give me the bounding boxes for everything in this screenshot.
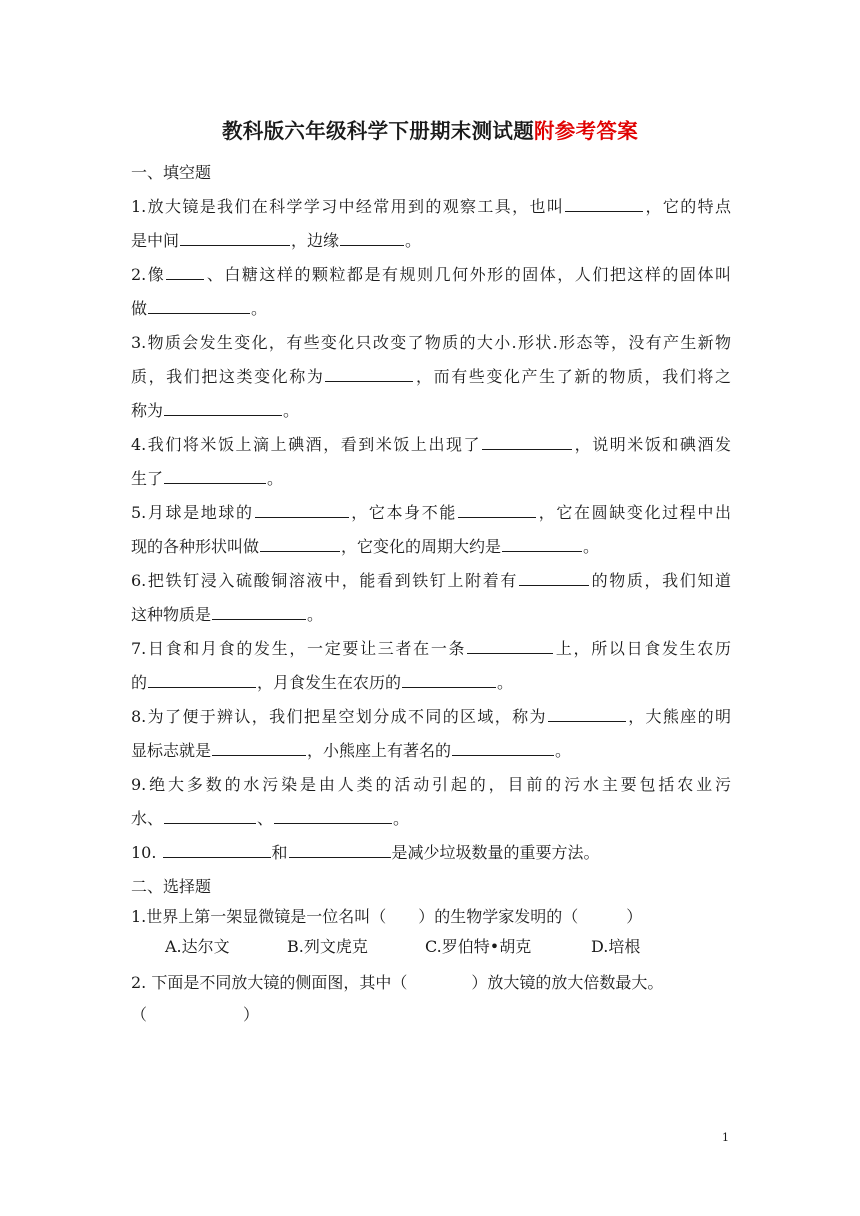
answer-blank[interactable] [340, 231, 404, 246]
answer-blank[interactable] [548, 707, 626, 722]
answer-blank[interactable] [212, 741, 306, 756]
choice-question-2: 2. 下面是不同放大镜的侧面图，其中（ ）放大镜的放大倍数最大。 [131, 973, 664, 992]
choice-question-1: 1.世界上第一架显微镜是一位名叫（ ）的生物学家发明的（ ） [131, 907, 643, 926]
question-6-line-1: 6.把铁钉浸入硫酸铜溶液中，能看到铁钉上附着有 的物质，我们知道 [131, 571, 731, 590]
answer-blank[interactable] [148, 299, 250, 314]
answer-blank[interactable] [274, 809, 392, 824]
answer-blank[interactable] [180, 231, 290, 246]
answer-blank[interactable] [260, 537, 340, 552]
question-1-line-1: 1.放大镜是我们在科学学习中经常用到的观察工具，也叫 ，它的特点 [131, 197, 731, 216]
answer-blank[interactable] [164, 401, 282, 416]
answer-blank[interactable] [519, 571, 589, 586]
answer-blank[interactable] [502, 537, 582, 552]
answer-blank[interactable] [482, 435, 572, 450]
answer-blank[interactable] [148, 673, 256, 688]
question-4-line-1: 4.我们将米饭上滴上碘酒，看到米饭上出现了 ，说明米饭和碘酒发 [131, 435, 731, 454]
question-7-line-1: 7.日食和月食的发生，一定要让三者在一条 上，所以日食发生农历 [131, 639, 731, 658]
question-9-line-1: 9.绝大多数的水污染是由人类的活动引起的，目前的污水主要包括农业污 [131, 775, 731, 794]
answer-blank[interactable] [212, 605, 306, 620]
answer-blank[interactable] [402, 673, 496, 688]
answer-blank[interactable] [163, 843, 271, 858]
section-heading-fill-in: 一、填空题 [131, 163, 212, 182]
answer-blank[interactable] [458, 503, 536, 518]
answer-blank[interactable] [164, 809, 256, 824]
question-9-line-2: 水、 、 。 [131, 809, 410, 828]
question-2-line-2: 做 。 [131, 299, 268, 318]
option-b[interactable]: B.列文虎克 [287, 937, 368, 956]
question-2-line-1: 2.像 、白糖这样的颗粒都是有规则几何外形的固体，人们把这样的固体叫 [131, 265, 731, 284]
question-10-line-1: 10. 和 是减少垃圾数量的重要方法。 [131, 843, 600, 862]
question-4-line-2: 生了 。 [131, 469, 284, 488]
answer-blank[interactable] [565, 197, 643, 212]
title-highlight: 附参考答案 [534, 119, 638, 143]
option-d[interactable]: D.培根 [591, 937, 641, 956]
question-1-line-2: 是中间 ，边缘 。 [131, 231, 422, 250]
answer-blank[interactable] [325, 367, 413, 382]
document-title: 教科版六年级科学下册期末测试题附参考答案 [222, 119, 638, 143]
question-5-line-1: 5.月球是地球的 ，它本身不能 ，它在圆缺变化过程中出 [131, 503, 731, 522]
option-a[interactable]: A.达尔文 [165, 937, 230, 956]
question-8-line-1: 8.为了便于辨认，我们把星空划分成不同的区域，称为 ，大熊座的明 [131, 707, 731, 726]
answer-blank[interactable] [452, 741, 554, 756]
answer-blank[interactable] [164, 469, 266, 484]
question-3-line-2: 质，我们把这类变化称为 ，而有些变化产生了新的物质，我们将之 [131, 367, 731, 386]
answer-blank[interactable] [166, 265, 204, 280]
choice-question-1-options [165, 934, 640, 957]
answer-blank[interactable] [289, 843, 391, 858]
section-heading-multiple-choice: 二、选择题 [131, 877, 212, 896]
question-3-line-1: 3.物质会发生变化，有些变化只改变了物质的大小.形状.形态等，没有产生新物 [131, 333, 731, 352]
question-5-line-2: 现的各种形状叫做 ，它变化的周期大约是 。 [131, 537, 600, 556]
question-7-line-2: 的 ，月食发生在农历的 。 [131, 673, 514, 692]
page-number: 1 [722, 1131, 729, 1144]
question-3-line-3: 称为 。 [131, 401, 300, 420]
choice-question-2-answer-paren: （ ） [131, 1005, 260, 1024]
option-c[interactable]: C.罗伯特•胡克 [425, 937, 532, 956]
answer-blank[interactable] [255, 503, 349, 518]
question-6-line-2: 这种物质是 。 [131, 605, 324, 624]
question-8-line-2: 显标志就是 ，小熊座上有著名的 。 [131, 741, 572, 760]
answer-blank[interactable] [467, 639, 553, 654]
